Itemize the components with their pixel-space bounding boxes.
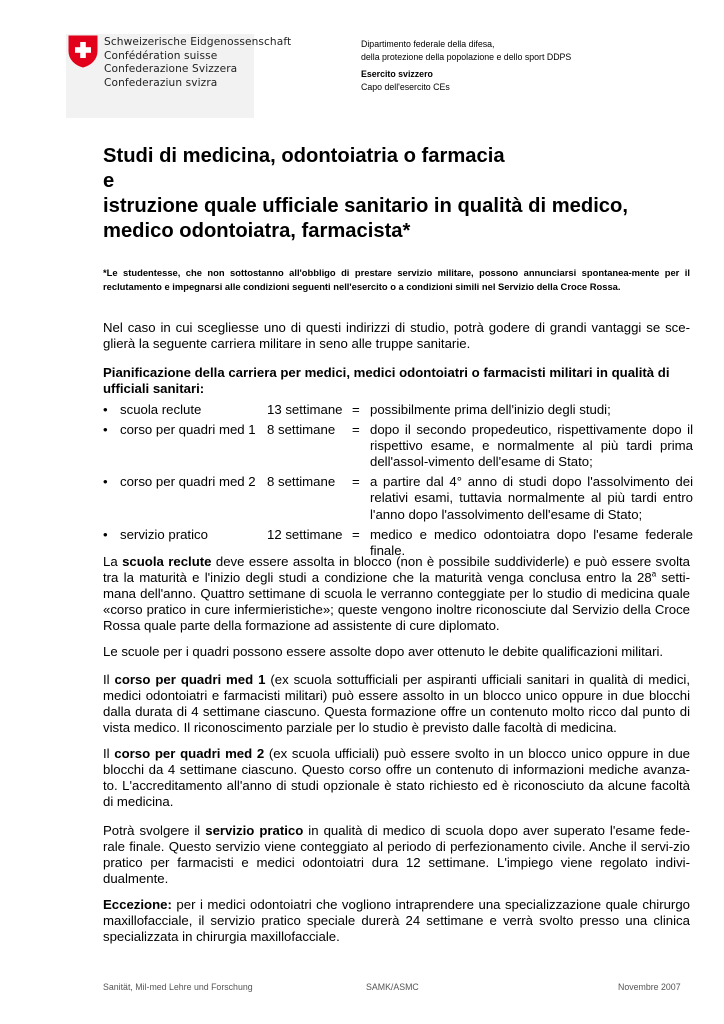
rs-text-2: setti-mana dell'anno. Quattro settimane di scuola le verranno conteggiate per lo studio di medicina quale «corso pratico in cure infermieristiche»; queste vengono inoltre riconosciute dal Servizio della Croce Rossa quale parte della formazione ad assistente di cure diplomato. [103,570,690,634]
intro-paragraph: Nel caso in cui scegliesse uno di questi indirizzi di studio, potrà godere di grandi vantaggi se sce-glierà la seguente carriera militare in seno alle truppe sanitarie. [103,320,690,352]
paragraph-quadri: Le scuole per i quadri possono essere assolte dopo aver ottenuto le debite qualificazioni militari. [103,644,664,659]
plan-row [103,422,693,470]
title-line-1: Studi di medicina, odontoiatria o farmacia [103,145,505,167]
pratico-text: in qualità di medico di scuola dopo aver superato l'esame fede-rale finale. Questo servizio viene conteggiato al periodo di perfezionamento civile. Anche il servi-zio pratico per farmacisti e medici odontoiatri dura 12 settimane. L'impiego viene regolato indivi-dualmente. [103,823,690,887]
plan-item-duration: 12 settimane [267,526,343,542]
page-title [103,144,703,244]
dept-line-1: Dipartimento federale della difesa, [361,39,495,49]
logo-line-de: Schweizerische Eidgenossenschaft [104,36,292,48]
bullet: • [103,474,108,490]
med2-bold: corso per quadri med 2 [114,746,265,761]
chief-label: Capo dell'esercito CEs [361,82,450,92]
swiss-coat-of-arms-icon [68,34,98,68]
equals-sign: = [352,422,360,438]
med1-text: (ex scuola sottufficiali per aspiranti ufficiali sanitari in qualità di medici, medici odontoiatri e farmacisti militari) può essere assolto in un blocco unico oppure in due blocchi dalla durata di 4 settimane ciascuno. Questa formazione offre un contenuto molto ricco dal punto di vista medico. Il riconoscimento parziale per lo studio è previsto dalle facoltà di medicina. [103,672,691,736]
footer-right: Novembre 2007 [618,982,681,992]
plan-item-name: servizio pratico [120,526,208,542]
eccezione-text: per i medici odontoiatri che vogliono intraprendere una specializzazione quale chirurgo maxillofacciale, il servizio pratico speciale durerà 24 settimane e verrà svolto presso una clinica specializzata in chirurgia maxillofacciale. [103,897,690,945]
paragraph-med1 [103,672,690,736]
plan-item-name: scuola reclute [120,402,202,417]
equals-sign: = [352,526,360,542]
plan-heading: Pianificazione della carriera per medici, medici odontoiatri o farmacisti militari in qualità di ufficiali sanitari: [103,365,670,397]
plan-item-description: a partire dal 4° anno di studi dopo l'assolvimento dei relativi esami, tuttavia normalmente al più tardi entro l'anno dopo l'assolvimento dell'esame di Stato; [370,474,693,522]
paragraph-med2 [103,746,690,810]
plan-item-description: medico e medico odontoiatra dopo l'esame federale finale. [370,526,693,558]
plan-item-duration: 13 settimane [267,402,343,417]
footer-left: Sanität, Mil-med Lehre und Forschung [103,982,253,992]
career-plan-list [103,402,693,563]
paragraph-eccezione [103,897,690,945]
rs-superscript: a [651,569,657,579]
med2-text: (ex scuola ufficiali) può essere svolto in un blocco unico oppure in due blocchi da 4 settimane ciascuno. Questo corso offre un contenuto di informazioni mediche avanza-to. L'accreditamento all'anno di studi opzionale è stato richiesto ed è riconosciuto da alcune facoltà di medicina. [103,746,690,810]
title-line-3: istruzione quale ufficiale sanitario in qualità di medico, [103,195,628,217]
plan-item-name: corso per quadri med 2 [120,474,256,490]
plan-item-duration: 8 settimane [267,474,336,490]
rs-bold: scuola reclute [122,554,212,569]
bullet: • [103,402,108,417]
paragraph-servizio-pratico [103,823,690,887]
med1-pre: Il [103,672,115,687]
eccezione-bold: Eccezione: [103,897,172,912]
confederation-logo [66,34,292,118]
med2-pre: Il [103,746,115,761]
logo-line-rm: Confederaziun svizra [104,76,218,89]
plan-item-description: possibilmente prima dell'inizio degli studi; [370,402,611,417]
plan-item-duration: 8 settimane [267,422,336,438]
confederation-names [104,36,291,90]
department-header [361,38,571,94]
pratico-bold: servizio pratico [205,823,304,838]
title-line-4: medico odontoiatra, farmacista* [103,220,411,242]
footnote-students: *Le studentesse, che non sottostanno all'obbligo di prestare servizio militare, possono annunciarsi spontanea-mente per il reclutamento e impegnarsi alle condizioni seguenti nell'esercito o a condizioni simili nel Servizio della Croce Rossa. [103,267,690,292]
army-label: Esercito svizzero [361,69,433,79]
plan-row [103,402,693,418]
paragraph-scuola-reclute [103,554,690,634]
med1-bold: corso per quadri med 1 [114,672,266,687]
logo-line-it: Confederazione Svizzera [104,63,238,76]
plan-item-name: corso per quadri med 1 [120,422,256,438]
plan-row [103,474,693,522]
equals-sign: = [352,474,360,490]
bullet: • [103,526,108,542]
pratico-pre: Potrà svolgere il [103,823,206,838]
footer-center: SAMK/ASMC [366,982,419,992]
dept-line-2: della protezione della popolazione e dello sport DDPS [361,52,572,62]
equals-sign: = [352,402,360,417]
plan-item-description: dopo il secondo propedeutico, rispettivamente dopo il rispettivo esame, e normalmente al più tardi prima dell'assol-vimento dell'esame di Stato; [370,422,693,470]
rs-pre: La [103,554,123,569]
logo-line-fr: Confédération suisse [104,49,218,62]
title-line-2: e [103,170,115,192]
bullet: • [103,422,108,438]
rs-text-1: deve essere assolta in blocco (non è possibile suddividerle) e può essere svolta tra la maturità e l'inizio degli studi a condizione che la maturità venga conclusa entro la 28 [103,554,691,586]
